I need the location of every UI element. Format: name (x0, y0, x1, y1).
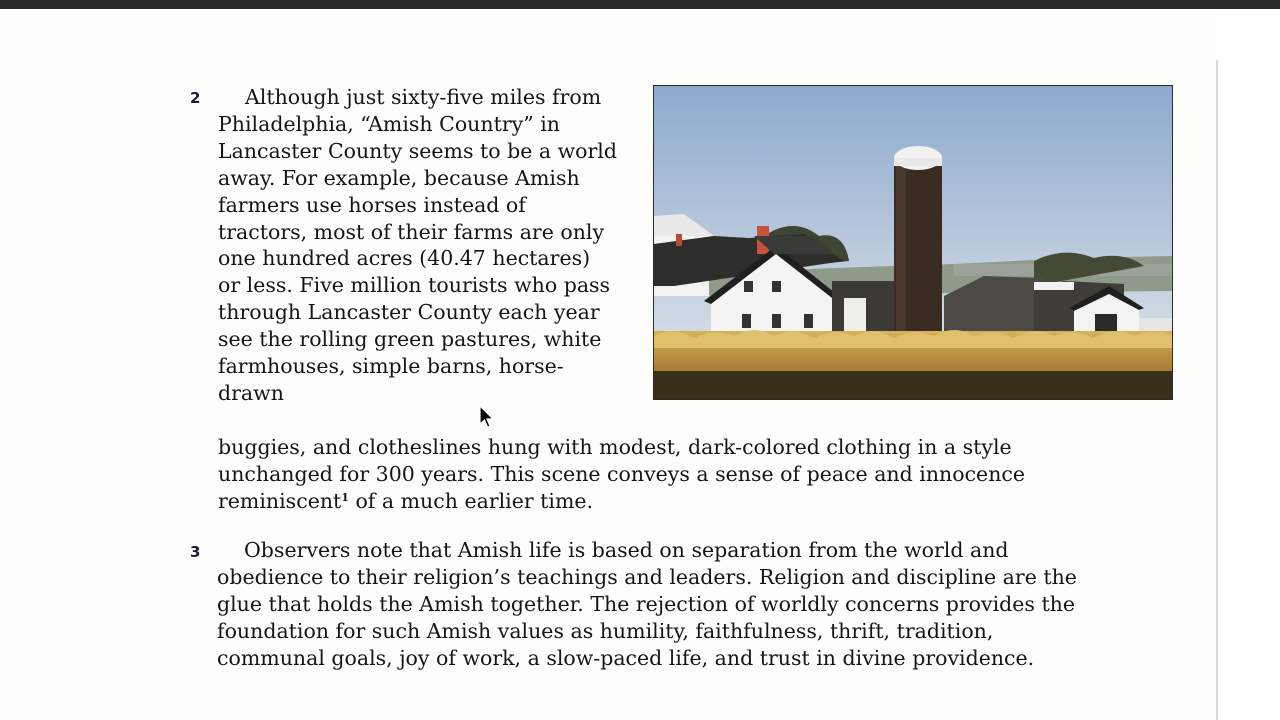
paragraph-2-text-a: buggies, and clotheslines hung with modest, dark-colored clothing in a style unchanged for 300 years. This scene conveys a sense of peace and innocence reminiscent (218, 435, 1026, 513)
paragraph-2-text-b: of a much earlier time. (348, 488, 594, 513)
page-edge (1216, 60, 1218, 720)
paragraph-number-3: 3 (190, 543, 201, 561)
footnote-reference[interactable]: 1 (341, 490, 349, 504)
paragraph-number-2: 2 (190, 89, 201, 107)
paragraph-2-wrapped-text: Although just sixty-five miles from Philadelphia, “Amish Country” in Lancaster County seems to be a world away. For example, because Amish farmers use horses instead of tractors, most of their farms are only one hundred acres (40.47 hectares) or less. Five million tourists who pass through Lancaster County each year see the rolling green pastures, white farmhouses, simple barns, horse-drawn (218, 85, 617, 405)
paragraph-3-text: Observers note that Amish life is based on separation from the world and obedience to their religion’s teachings and leaders. Religion and discipline are the glue that holds the Amish together. The rejection of worldly concerns provides the foundation for such Amish values as humility, faithfulness, thrift, tradition, communal goals, joy of work, a slow-paced life, and trust in divine providence. (217, 538, 1077, 670)
paragraph-2-full-width-text (218, 434, 1068, 515)
farm-photo (653, 85, 1173, 400)
window-top-bar (0, 0, 1280, 9)
mouse-cursor-icon (479, 405, 495, 429)
